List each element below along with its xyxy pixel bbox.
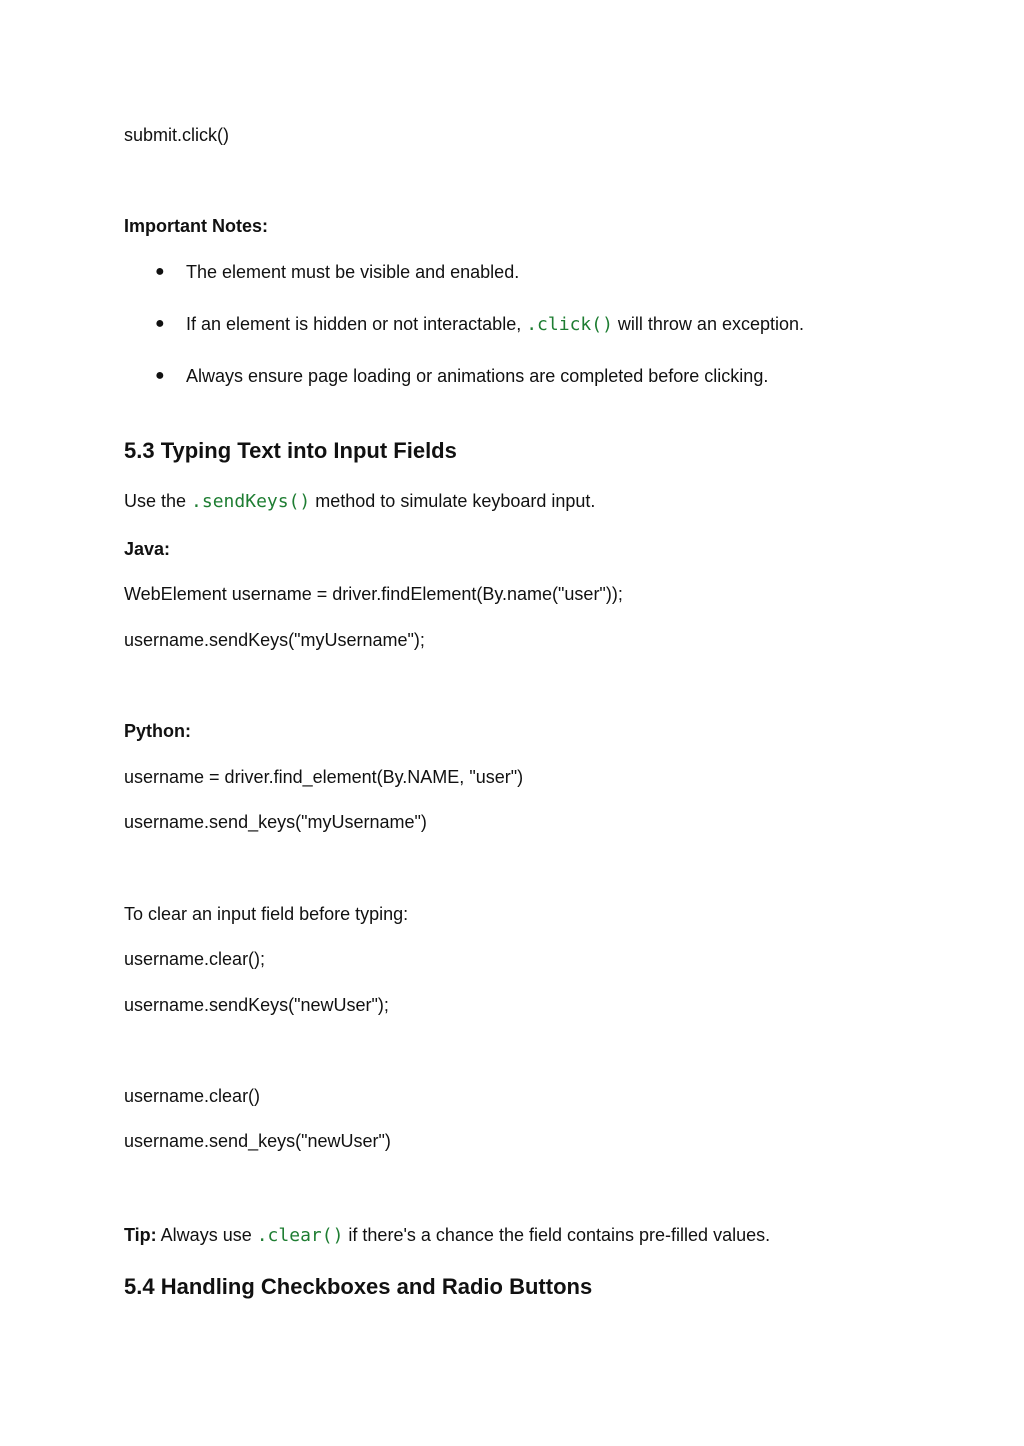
code-line-clear-java-1: username.clear(); <box>124 949 266 969</box>
tip-label: Tip: <box>124 1225 157 1245</box>
tip-paragraph <box>124 1224 770 1247</box>
code-line-submit-click: submit.click() <box>124 125 230 145</box>
bullet-marker: ● <box>155 367 165 384</box>
bullet-text <box>186 313 804 336</box>
inline-code-sendkeys: .sendKeys() <box>191 491 311 512</box>
tip-post: if there's a chance the field contains pre-filled values. <box>343 1225 771 1245</box>
important-notes-label: Important Notes: <box>124 216 268 236</box>
code-line-clear-python-1: username.clear() <box>124 1086 261 1106</box>
bullet-text-post: will throw an exception. <box>612 314 805 334</box>
code-line-python-2: username.send_keys("myUsername") <box>124 812 427 832</box>
code-line-clear-java-2: username.sendKeys("newUser"); <box>124 995 389 1015</box>
code-line-python-1: username = driver.find_element(By.NAME, "user") <box>124 767 524 787</box>
bullet-marker: ● <box>155 315 165 332</box>
section-heading-5-4: 5.4 Handling Checkboxes and Radio Buttons <box>124 1274 593 1299</box>
section-heading-5-3: 5.3 Typing Text into Input Fields <box>124 438 457 463</box>
code-line-clear-python-2: username.send_keys("newUser") <box>124 1131 391 1151</box>
intro-post: method to simulate keyboard input. <box>310 491 596 511</box>
intro-pre: Use the <box>124 491 192 511</box>
code-line-java-2: username.sendKeys("myUsername"); <box>124 630 425 650</box>
inline-code-clear: .clear() <box>256 1225 344 1246</box>
bullet-text: The element must be visible and enabled. <box>186 262 520 282</box>
bullet-marker: ● <box>155 263 165 280</box>
section-intro <box>124 490 595 513</box>
tip-pre: Always use <box>156 1225 257 1245</box>
inline-code-click: .click() <box>526 314 613 335</box>
code-line-java-1: WebElement username = driver.findElement(By.name("user")); <box>124 584 623 604</box>
python-label: Python: <box>124 721 191 741</box>
bullet-text: Always ensure page loading or animations are completed before clicking. <box>186 366 769 386</box>
clear-intro-text: To clear an input field before typing: <box>124 904 409 924</box>
bullet-text-pre: If an element is hidden or not interactable, <box>186 314 527 334</box>
java-label: Java: <box>124 539 171 559</box>
